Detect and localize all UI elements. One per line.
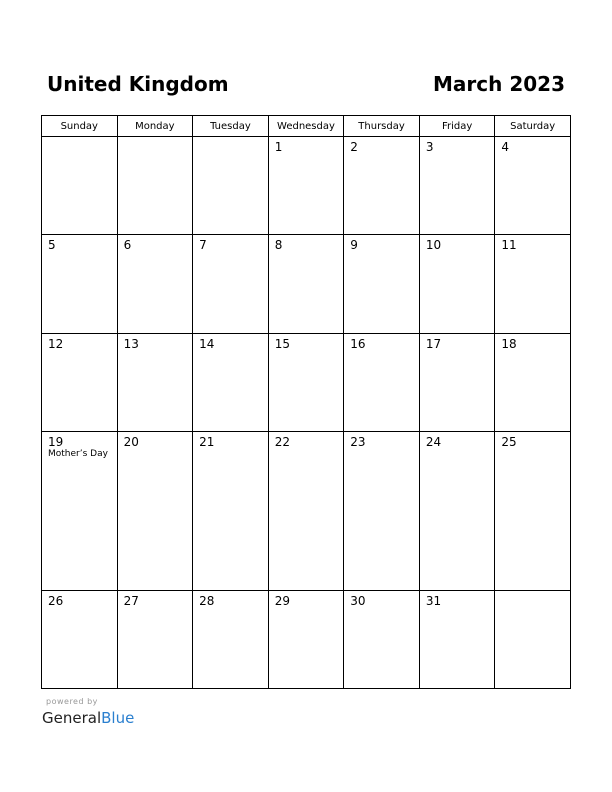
day-number: [42, 137, 117, 140]
day-number: 31: [425, 593, 442, 608]
week-row: [42, 432, 571, 590]
day-cell: [193, 590, 269, 688]
week-row: [42, 333, 571, 431]
weekday-header: Saturday: [495, 116, 571, 137]
day-cell: [344, 590, 420, 688]
day-number: [193, 137, 268, 140]
day-number: 14: [199, 336, 215, 351]
day-number: 3: [425, 140, 434, 154]
day-number: 30: [350, 593, 366, 608]
day-cell: [344, 137, 420, 235]
day-cell: [419, 235, 495, 333]
day-number: 16: [350, 336, 366, 351]
day-number: 7: [199, 238, 207, 253]
logo-text-blue: Blue: [101, 709, 135, 727]
day-number: 12: [48, 336, 64, 351]
day-cell: [117, 235, 193, 333]
weekday-header: Thursday: [344, 116, 420, 137]
weekday-header: Wednesday: [268, 116, 344, 137]
day-number: 4: [501, 140, 510, 154]
day-number: 17: [425, 336, 442, 351]
day-number: 26: [48, 593, 64, 608]
day-number: 22: [274, 435, 290, 450]
day-number: 15: [274, 336, 290, 351]
weekday-header-row: [42, 116, 571, 137]
day-number: 19: [48, 435, 64, 450]
day-number: 28: [199, 593, 215, 608]
week-row: [42, 137, 571, 235]
day-number: 29: [274, 593, 290, 608]
weekday-header: Sunday: [42, 116, 118, 137]
day-cell: [193, 235, 269, 333]
day-number: 11: [501, 238, 517, 253]
holiday-label: Mother’s Day: [48, 449, 108, 460]
day-number: 6: [123, 238, 132, 253]
day-number: 25: [501, 435, 517, 450]
day-number: 5: [48, 238, 56, 253]
day-cell: [344, 432, 420, 590]
day-number: 23: [350, 435, 366, 450]
day-cell: [117, 137, 193, 235]
day-cell: [193, 137, 269, 235]
day-cell: [42, 333, 118, 431]
calendar-title-month: March 2023: [433, 72, 565, 96]
weekday-header: Tuesday: [193, 116, 269, 137]
day-cell: [117, 590, 193, 688]
day-cell: [419, 137, 495, 235]
day-number: [495, 591, 570, 594]
day-number: 21: [199, 435, 215, 450]
day-cell: [268, 590, 344, 688]
day-number: [118, 137, 193, 140]
day-cell: [268, 432, 344, 590]
day-cell: [117, 432, 193, 590]
day-cell: [495, 432, 571, 590]
day-cell: [268, 235, 344, 333]
day-number: 10: [425, 238, 442, 253]
calendar-title-country: United Kingdom: [47, 72, 229, 96]
day-cell: [42, 137, 118, 235]
day-cell: [419, 333, 495, 431]
day-cell: [495, 333, 571, 431]
day-number: 20: [123, 435, 139, 450]
day-cell: [495, 137, 571, 235]
day-cell: [42, 432, 118, 590]
week-row: [42, 235, 571, 333]
generalblue-logo[interactable]: [42, 709, 134, 727]
day-cell: [268, 137, 344, 235]
weekday-header: Monday: [117, 116, 193, 137]
day-cell: [419, 432, 495, 590]
day-number: 18: [501, 336, 517, 351]
day-cell: [193, 333, 269, 431]
day-cell: [117, 333, 193, 431]
day-cell: [42, 235, 118, 333]
logo-text-general: General: [42, 709, 102, 727]
day-cell: [42, 590, 118, 688]
weekday-header: Friday: [419, 116, 495, 137]
day-cell: [495, 590, 571, 688]
day-number: 13: [123, 336, 139, 351]
day-cell: [268, 333, 344, 431]
day-number: 1: [274, 140, 283, 154]
day-number: 9: [350, 238, 358, 253]
day-cell: [419, 590, 495, 688]
day-cell: [344, 333, 420, 431]
day-number: 24: [425, 435, 442, 450]
calendar-grid: [41, 115, 571, 689]
day-number: 27: [123, 593, 139, 608]
day-number: 2: [350, 140, 358, 154]
powered-by-label: powered by: [46, 697, 98, 706]
day-cell: [495, 235, 571, 333]
day-cell: [344, 235, 420, 333]
week-row: [42, 590, 571, 688]
day-cell: [193, 432, 269, 590]
day-number: 8: [274, 238, 283, 253]
